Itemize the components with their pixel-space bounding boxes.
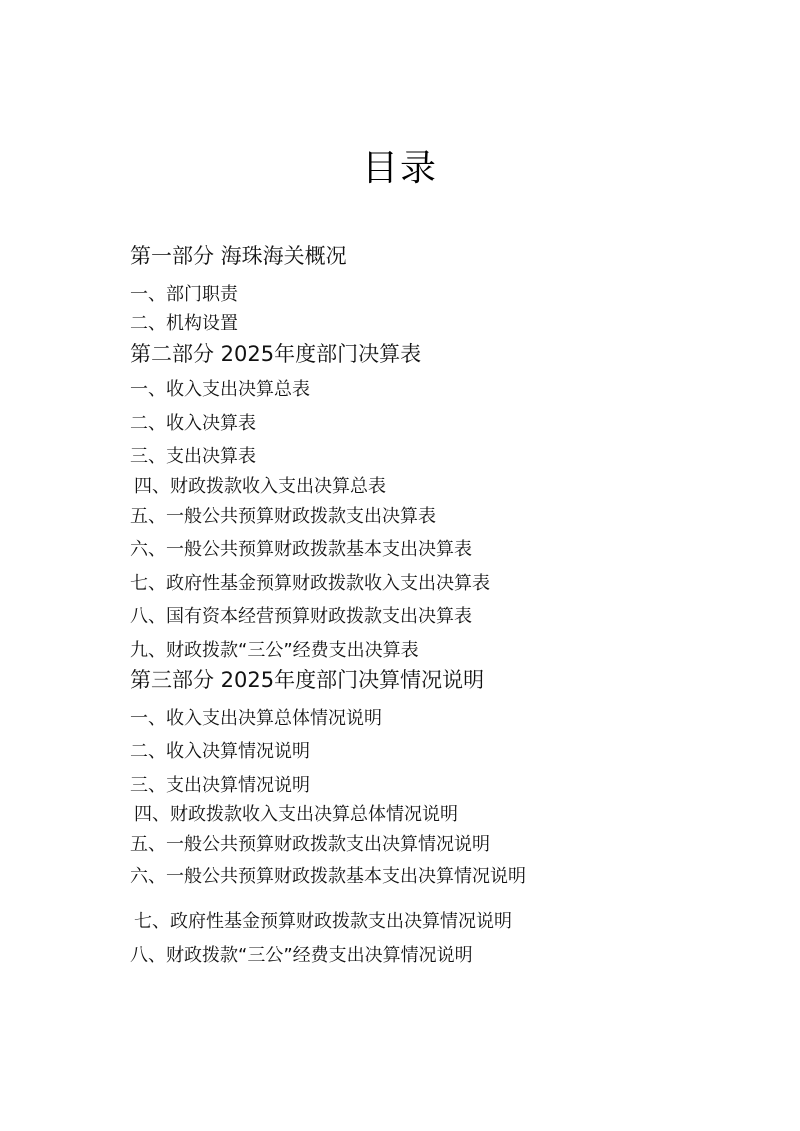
page-title: 目录 [361, 148, 438, 189]
toc-item: 二、收入决算表 [130, 413, 256, 434]
toc-item: 八、国有资本经营预算财政拨款支出决算表 [130, 606, 472, 627]
toc-part-1: 第一部分 海珠海关概况 [130, 244, 347, 268]
toc-item: 九、财政拨款“三公”经费支出决算表 [130, 640, 419, 661]
toc-part-2: 第二部分 2025年度部门决算表 [130, 342, 422, 366]
toc-item: 七、政府性基金预算财政拨款支出决算情况说明 [134, 911, 512, 932]
toc-item: 二、机构设置 [130, 313, 238, 334]
toc-item: 四、财政拨款收入支出决算总表 [134, 476, 386, 497]
toc-item: 三、支出决算情况说明 [130, 775, 310, 796]
toc-item: 四、财政拨款收入支出决算总体情况说明 [134, 804, 458, 825]
toc-item: 二、收入决算情况说明 [130, 741, 310, 762]
toc-item: 五、一般公共预算财政拨款支出决算表 [130, 506, 436, 527]
toc-item: 一、部门职责 [130, 284, 238, 305]
toc-item: 六、一般公共预算财政拨款基本支出决算表 [130, 539, 472, 560]
toc-item: 六、一般公共预算财政拨款基本支出决算情况说明 [130, 866, 526, 887]
toc-item: 七、政府性基金预算财政拨款收入支出决算表 [130, 573, 490, 594]
toc-part-3: 第三部分 2025年度部门决算情况说明 [130, 668, 485, 692]
toc-item: 一、收入支出决算总体情况说明 [130, 708, 382, 729]
toc-item: 五、一般公共预算财政拨款支出决算情况说明 [130, 834, 490, 855]
toc-item: 八、财政拨款“三公”经费支出决算情况说明 [130, 945, 473, 966]
toc-item: 三、支出决算表 [130, 446, 256, 467]
toc-item: 一、收入支出决算总表 [130, 379, 310, 400]
